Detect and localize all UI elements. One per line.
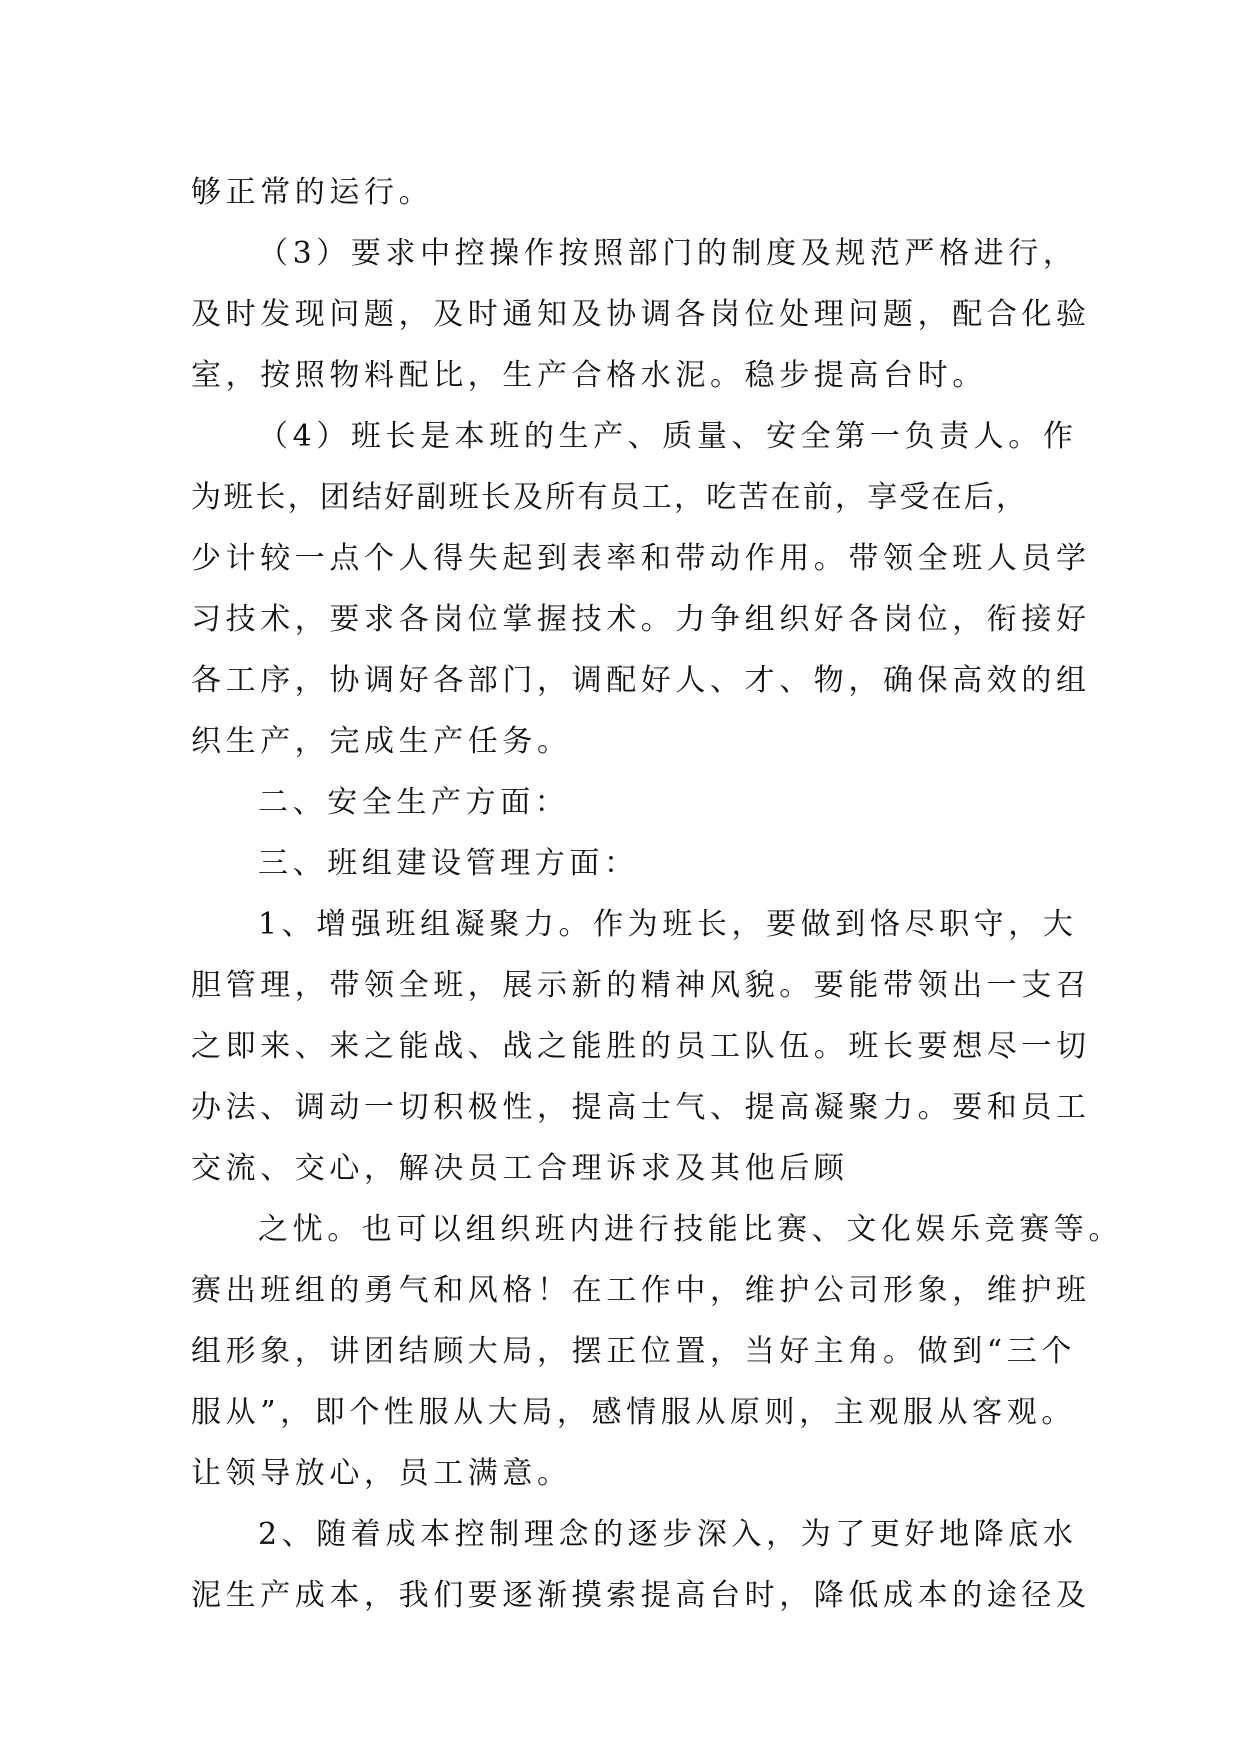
text-line: 室，按照物料配比，生产合格水泥。稳步提高台时。 [191,358,987,393]
text-line: 及时发现问题，及时通知及协调各岗位处理问题，配合化验 [191,297,1091,332]
text-line: （3）要求中控操作按照部门的制度及规范严格进行， [258,236,1078,271]
text-line: 泥生产成本，我们要逐渐摸索提高台时，降低成本的途径及 [191,1578,1091,1613]
text-line: 之忧。也可以组织班内进行技能比赛、文化娱乐竞赛等。 [258,1212,1123,1247]
text-line: 够正常的运行。 [191,175,434,210]
text-line: 胆管理，带领全班，展示新的精神风貌。要能带领出一支召 [191,968,1091,1003]
text-line: 少计较一点个人得失起到表率和带动作用。带领全班人员学 [191,541,1091,576]
section-heading: 二、安全生产方面： [258,785,570,820]
text-line: 各工序，协调好各部门，调配好人、才、物，确保高效的组 [191,663,1091,698]
text-line: 为班长，团结好副班长及所有员工，吃苦在前，享受在后， [191,480,1029,515]
text-line: 办法、调动一切积极性，提高士气、提高凝聚力。要和员工 [191,1090,1091,1125]
text-line: 让领导放心，员工满意。 [191,1456,572,1491]
text-line: 组形象，讲团结顾大局，摆正位置，当好主角。做到“三个 [191,1334,1076,1369]
text-line: 织生产，完成生产任务。 [191,724,572,759]
text-line: 习技术，要求各岗位掌握技术。力争组织好各岗位，衔接好 [191,602,1091,637]
text-line: 赛出班组的勇气和风格！在工作中，维护公司形象，维护班 [191,1273,1091,1308]
text-line: 之即来、来之能战、战之能胜的员工队伍。班长要想尽一切 [191,1029,1091,1064]
text-line: （4）班长是本班的生产、质量、安全第一负责人。作 [258,419,1078,454]
text-line: 1、增强班组凝聚力。作为班长，要做到恪尽职守，大 [258,907,1078,942]
text-line: 交流、交心，解决员工合理诉求及其他后顾 [191,1151,849,1186]
text-line: 服从”，即个性服从大局，感情服从原则，主观服从客观。 [191,1395,1076,1430]
text-line: 2、随着成本控制理念的逐步深入，为了更好地降底水 [258,1517,1078,1552]
document-body [191,162,1123,1626]
section-heading: 三、班组建设管理方面： [258,846,639,881]
